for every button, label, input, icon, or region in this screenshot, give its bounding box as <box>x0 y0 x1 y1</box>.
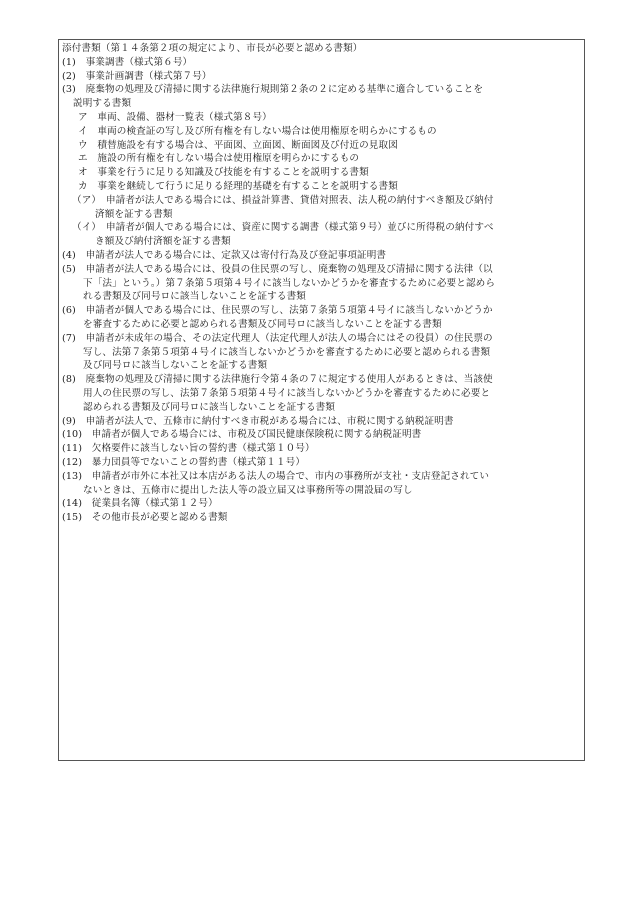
document-line: 認められる書類及び同号ロに該当しないことを証する書類 <box>83 401 336 413</box>
document-line: を審査するために必要と認められる書類及び同号ロに該当しないことを証する書類 <box>83 318 442 330</box>
document-line: 用人の住民票の写し、法第７条第５項第４号イに該当しないかどうかを審査するために必要と <box>83 387 491 399</box>
document-line: 写し、法第７条第５項第４号イに該当しないかどうかを審査するために必要と認められる書類 <box>83 346 491 358</box>
document-line: 下「法」という。）第７条第５項第４号イに該当しないかどうかを審査するために必要と認めら <box>83 277 496 289</box>
document-line: (9) 申請者が法人で、五條市に納付すべき市税がある場合には、市税に関する納税証明書 <box>62 415 454 427</box>
document-line-list <box>62 56 582 525</box>
document-line: (14) 従業員名簿（様式第１２号） <box>62 498 218 510</box>
document-line: (8) 廃棄物の処理及び清掃に関する法律施行令第４条の７に規定する使用人があるときは、当該使 <box>62 374 493 386</box>
document-title: 添付書類（第１４条第２項の規定により、市長が必要と認める書類） <box>62 43 363 54</box>
document-line: （イ） 申請者が個人である場合には、資産に関する調書（様式第９号）並びに所得税の納付すべ <box>72 222 494 234</box>
document-line: (12) 暴力団員等でないことの誓約書（様式第１１号） <box>62 456 306 468</box>
document-line: (5) 申請者が法人である場合には、役員の住民票の写し、廃棄物の処理及び清掃に関する法律（以 <box>62 263 493 275</box>
document-line: 済額を証する書類 <box>95 208 173 220</box>
document-line: 及び同号ロに該当しないことを証する書類 <box>83 360 268 372</box>
document-line: (4) 申請者が法人である場合には、定款又は寄付行為及び登記事項証明書 <box>62 249 387 261</box>
document-line: (10) 申請者が個人である場合には、市税及び国民健康保険税に関する納税証明書 <box>62 429 422 441</box>
document-line: (15) その他市長が必要と認める書類 <box>62 512 228 524</box>
document-line: (6) 申請者が個人である場合には、住民票の写し、法第７条第５項第４号イに該当しないかどうか <box>62 305 493 317</box>
document-line: き額及び納付済額を証する書類 <box>95 236 231 248</box>
document-line: ウ 積替施設を有する場合は、平面図、立面図、断面図及び付近の見取図 <box>78 139 398 151</box>
document-line: (7) 申請者が未成年の場合、その法定代理人（法定代理人が法人の場合にはその役員）の住民票の <box>62 332 493 344</box>
document-line: ないときは、五條市に提出した法人等の設立届又は事務所等の開設届の写し <box>83 484 413 496</box>
document-line: オ 事業を行うに足りる知識及び技能を有することを説明する書類 <box>78 167 369 179</box>
attachment-document-frame <box>58 39 585 761</box>
document-line: イ 車両の検査証の写し及び所有権を有しない場合は使用権原を明らかにするもの <box>78 125 437 137</box>
document-line: れる書類及び同号ロに該当しないことを証する書類 <box>83 291 306 303</box>
document-line: (3) 廃棄物の処理及び清掃に関する法律施行規則第２条の２に定める基準に適合していることを <box>62 84 484 96</box>
document-line: カ 事業を継続して行うに足りる経理的基礎を有することを説明する書類 <box>78 180 398 192</box>
document-line: (11) 欠格要件に該当しない旨の誓約書（様式第１０号） <box>62 443 315 455</box>
document-line: エ 施設の所有権を有しない場合は使用権原を明らかにするもの <box>78 153 360 165</box>
document-line: (2) 事業計画調書（様式第７号） <box>62 70 212 82</box>
attachment-document-content <box>62 42 582 525</box>
document-line: (1) 事業調書（様式第６号） <box>62 56 193 68</box>
document-line: ア 車両、設備、器材一覧表（様式第８号） <box>78 111 272 123</box>
document-line: （ア） 申請者が法人である場合には、損益計算書、貸借対照表、法人税の納付すべき額及び納付 <box>72 194 494 206</box>
document-line: 説明する書類 <box>73 98 132 110</box>
document-line: (13) 申請者が市外に本社又は本店がある法人の場合で、市内の事務所が支社・支店登記されてい <box>62 470 490 482</box>
